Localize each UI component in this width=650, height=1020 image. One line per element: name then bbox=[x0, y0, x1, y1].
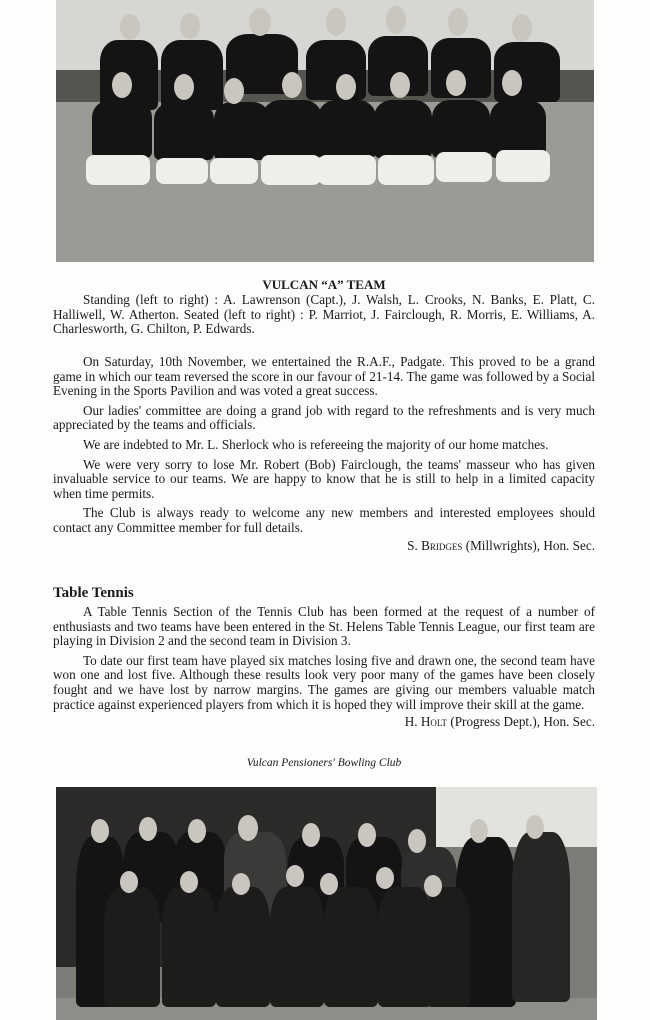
report-paragraph: The Club is always ready to welcome any new members and interested employees should contact any Committee member for full details. bbox=[53, 505, 595, 535]
seated-member bbox=[162, 887, 216, 1007]
player-head bbox=[512, 14, 532, 42]
player-head bbox=[390, 72, 410, 98]
player-head bbox=[174, 74, 194, 100]
player-head bbox=[336, 74, 356, 100]
player-head bbox=[180, 13, 200, 39]
player-head bbox=[448, 8, 468, 36]
signature-role: (Millwrights), Hon. Sec. bbox=[462, 537, 595, 553]
rugby-report bbox=[53, 355, 595, 553]
member-head bbox=[238, 815, 258, 841]
signature-role: (Progress Dept.), Hon. Sec. bbox=[447, 714, 595, 730]
member-head bbox=[91, 819, 109, 843]
seated-member bbox=[378, 887, 432, 1007]
seated-player bbox=[432, 100, 490, 158]
signature-name: S. Bridges bbox=[407, 537, 463, 553]
member-head bbox=[120, 871, 138, 893]
member-head bbox=[408, 829, 426, 853]
member-head bbox=[139, 817, 157, 841]
member-head bbox=[376, 867, 394, 889]
table-tennis-report bbox=[53, 605, 595, 730]
player-head bbox=[386, 6, 406, 34]
member-head bbox=[526, 815, 544, 839]
standing-player bbox=[494, 42, 560, 102]
report-signature bbox=[53, 715, 595, 730]
member-head bbox=[320, 873, 338, 895]
player-shorts bbox=[86, 155, 150, 185]
bowling-club-caption: Vulcan Pensioners' Bowling Club bbox=[246, 757, 402, 769]
bowling-club-photo bbox=[56, 787, 597, 1020]
player-shorts bbox=[261, 155, 321, 185]
report-signature bbox=[53, 539, 595, 554]
seated-member bbox=[104, 887, 160, 1007]
member-head bbox=[470, 819, 488, 843]
seated-player bbox=[92, 100, 152, 158]
player-head bbox=[326, 8, 346, 36]
player-shorts bbox=[496, 150, 550, 182]
report-paragraph: We were very sorry to lose Mr. Robert (Bob) Fairclough, the teams' masseur who has given invaluable service to our teams. We are happy to know that he is still to help in a limited capacity when time permits. bbox=[53, 456, 595, 501]
member-head bbox=[232, 873, 250, 895]
seated-player bbox=[154, 102, 214, 160]
player-head bbox=[120, 14, 140, 40]
player-shorts bbox=[210, 158, 258, 184]
team-caption-body: Standing (left to right) : A. Lawrenson (Capt.), J. Walsh, L. Crooks, N. Banks, E. Platt, C. Halliwell, W. Atherton. Seated (left to right) : P. Marriot, J. Fairclough, R. Morris, E. Williams, A. Charlesworth, G. Chilton, P. Edwards. bbox=[53, 292, 595, 337]
report-paragraph: We are indebted to Mr. L. Sherlock who is refereeing the majority of our home matches. bbox=[83, 436, 549, 452]
member-head bbox=[302, 823, 320, 847]
player-head bbox=[224, 78, 244, 104]
team-caption bbox=[53, 293, 595, 337]
team-photo bbox=[56, 0, 594, 262]
seated-player bbox=[374, 100, 432, 158]
standing-member bbox=[512, 832, 570, 1002]
seated-member bbox=[426, 887, 470, 1007]
seated-member bbox=[270, 887, 324, 1007]
seated-player bbox=[318, 100, 376, 158]
player-shorts bbox=[436, 152, 492, 182]
report-paragraph: Our ladies' committee are doing a grand job with regard to the refreshments and is very much appreciated by the teams and officials. bbox=[53, 402, 595, 433]
member-head bbox=[180, 871, 198, 893]
player-head bbox=[112, 72, 132, 98]
standing-player bbox=[161, 40, 223, 110]
player-head bbox=[446, 70, 466, 96]
signature-name: H. Holt bbox=[404, 714, 448, 730]
report-paragraph: To date our first team have played six matches losing five and drawn one, the second team have won one and lost five. Although these results look very poor many of the games have been closely fought and we have lost by narrow margins. The games are giving our members valuable match practice against experienced players from which it is hoped they will improve their skill at the game. bbox=[53, 652, 595, 712]
player-shorts bbox=[378, 155, 434, 185]
player-head bbox=[282, 72, 302, 98]
team-caption-title: VULCAN “A” TEAM bbox=[262, 277, 386, 292]
player-head bbox=[249, 8, 271, 36]
member-head bbox=[424, 875, 442, 897]
section-heading-table-tennis: Table Tennis bbox=[53, 585, 134, 601]
seated-player bbox=[262, 100, 322, 158]
member-head bbox=[286, 865, 304, 887]
player-head bbox=[502, 70, 522, 96]
player-shorts bbox=[318, 155, 376, 185]
report-paragraph: A Table Tennis Section of the Tennis Club has been formed at the request of a number of enthusiasts and two teams have been entered in the St. Helens Table Tennis League, our first team are playing in Division 2 and the second team in Division 3. bbox=[53, 604, 595, 649]
member-head bbox=[358, 823, 376, 847]
member-head bbox=[188, 819, 206, 843]
seated-member bbox=[324, 887, 378, 1007]
seated-member bbox=[216, 887, 270, 1007]
player-shorts bbox=[156, 158, 208, 184]
report-paragraph: On Saturday, 10th November, we entertained the R.A.F., Padgate. This proved to be a grand game in which our team reversed the score in our favour of 21-14. The game was followed by a Social Evening in the Sports Pavilion and was voted a great success. bbox=[53, 354, 595, 399]
